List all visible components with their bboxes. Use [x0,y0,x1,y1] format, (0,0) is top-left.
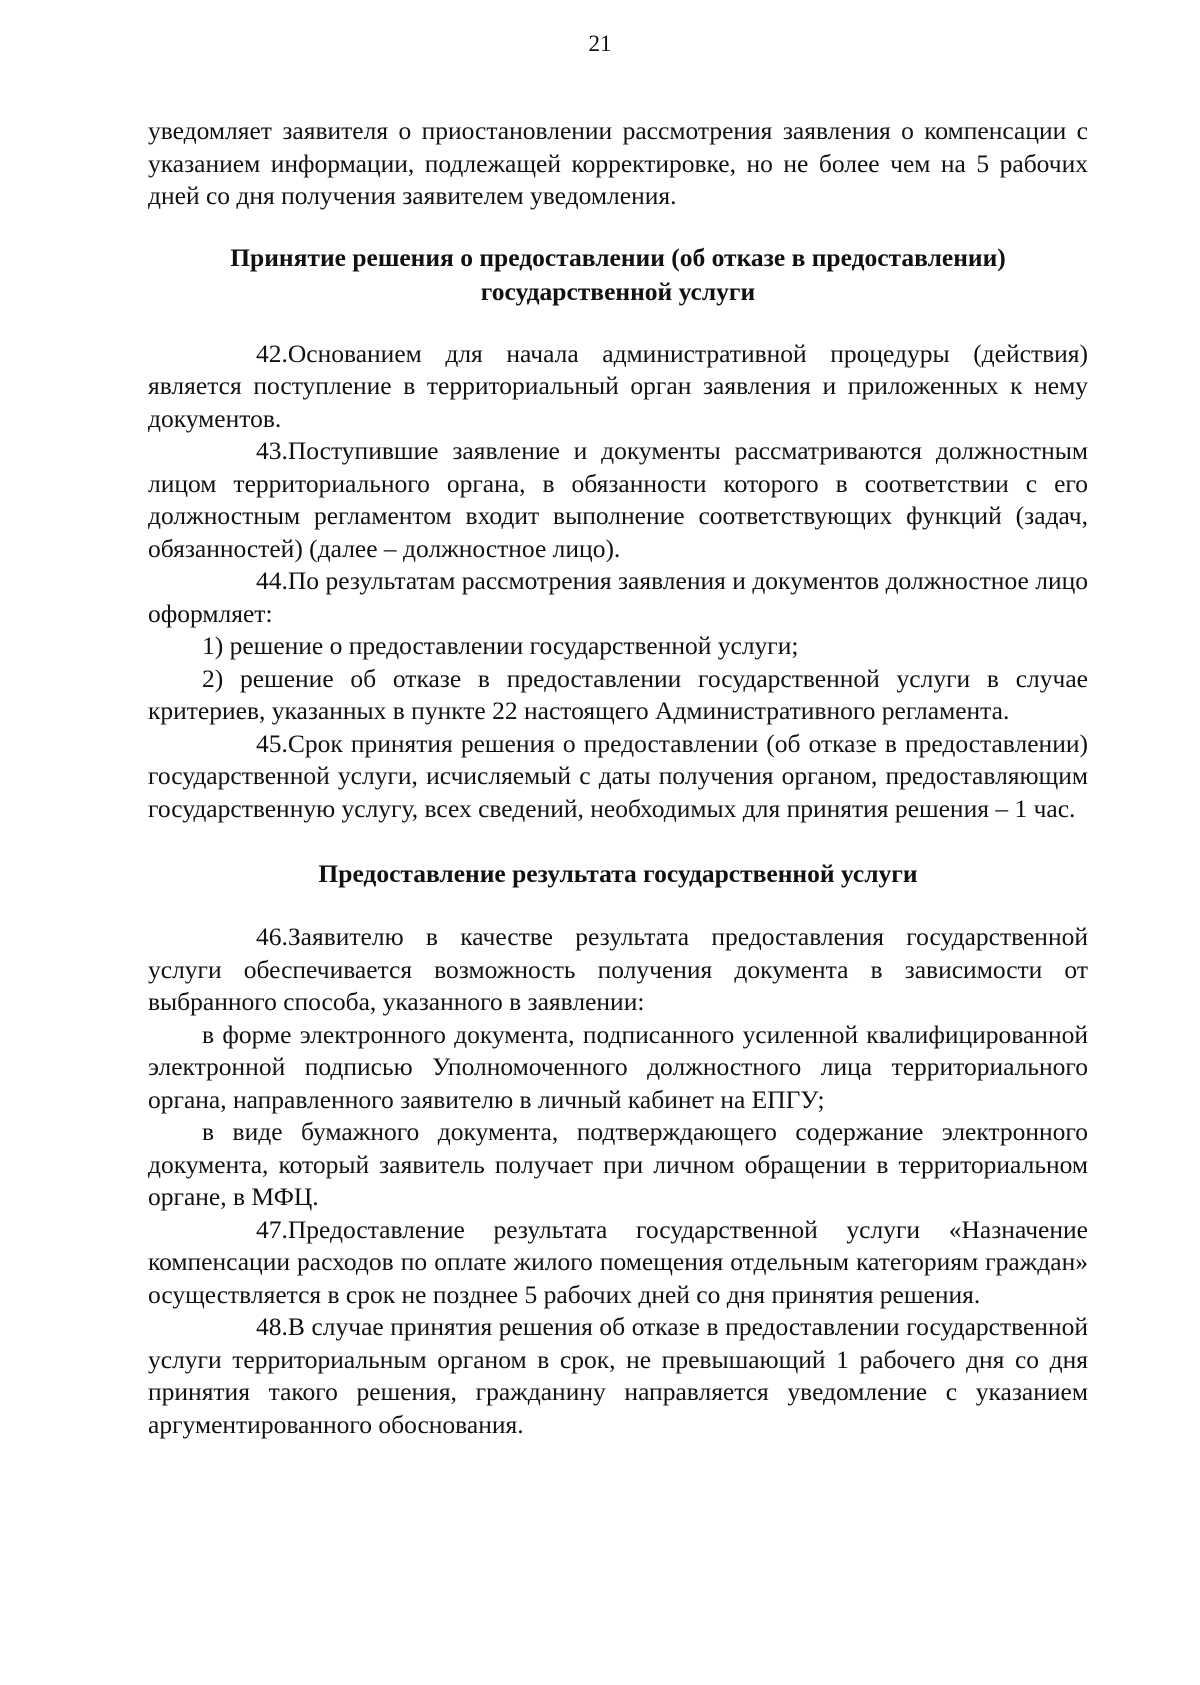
paragraph-46 [148,921,1088,1019]
section-heading-decision-line1: Принятие решения о предоставлении (об отказе в предоставлении) [230,242,1006,272]
paragraph-47-text: Предоставление результата государственной услуги «Назначение компенсации расходов по оплате жилого помещения отдельным категориям граждан» осуществляется в срок не позднее 5 рабочих дней со дня принятия решения. [148,1214,1088,1309]
paragraph-48-text: В случае принятия решения об отказе в предоставлении государственной услуги территориальным органом в срок, не превышающий 1 рабочего дня со дня принятия такого решения, гражданину направляется уведомление с указанием аргументированного обоснования. [148,1312,1088,1439]
paragraph-48-number: 48. [256,1312,288,1341]
paragraph-45 [148,728,1088,826]
paragraph-42 [148,338,1088,436]
paragraph-46-text: Заявителю в качестве результата предоставления государственной услуги обеспечивается возможность получения документа в зависимости от выбранного способа, указанного в заявлении: [148,922,1088,1016]
option-paper-document: в виде бумажного документа, подтверждающего содержание электронного документа, который заявитель получает при личном обращении в территориальном органе, в МФЦ. [148,1117,1088,1211]
list-item-1: 1) решение о предоставлении государственной услуги; [202,631,799,660]
paragraph-44-number: 44. [256,566,288,595]
paragraph-44-text: По результатам рассмотрения заявления и документов должностное лицо оформляет: [148,566,1088,628]
paragraph-42-number: 42. [256,338,288,368]
paragraph-42-text: Основанием для начала административной процедуры (действия) является поступление в территориальный орган заявления и приложенных к нему документов. [148,338,1088,433]
paragraph-48 [148,1311,1088,1441]
paragraph-43-number: 43. [256,436,288,465]
paragraph-47 [148,1214,1088,1312]
intro-paragraph: уведомляет заявителя о приостановлении рассмотрения заявления о компенсации с указанием информации, подлежащей корректировке, но не более чем на 5 рабочих дней со дня получения заявителем уведомления. [148,116,1088,210]
section-heading-decision [148,241,1088,309]
page-number: 21 [588,31,612,56]
section-heading-decision-line2: государственной услуги [480,276,756,306]
paragraph-43 [148,435,1088,565]
paragraph-45-text: Срок принятия решения о предоставлении (об отказе в предоставлении) государственной услуги, исчисляемый с даты получения органом, предоставляющим государственную услугу, всех сведений, необходимых для принятия решения – 1 час. [148,728,1088,823]
paragraph-43-text: Поступившие заявление и документы рассматриваются должностным лицом территориального органа, в обязанности которого в соответствии с его должностным регламентом входит выполнение соответствующих функций (задач, обязанностей) (далее – должностное лицо). [148,436,1088,563]
paragraph-45-number: 45. [256,728,288,758]
paragraph-47-number: 47. [256,1214,288,1244]
paragraph-46-number: 46. [256,922,288,951]
section-heading-result: Предоставление результата государственной услуги [318,859,918,888]
list-item-2: 2) решение об отказе в предоставлении государственной услуги в случае критериев, указанных в пункте 22 настоящего Административного регламента. [148,663,1088,725]
paragraph-44 [148,565,1088,630]
option-electronic-document: в форме электронного документа, подписанного усиленной квалифицированной электронной подписью Уполномоченного должностного лица территориального органа, направленного заявителю в личный кабинет на ЕПГУ; [148,1019,1088,1114]
document-body [148,115,1088,1441]
